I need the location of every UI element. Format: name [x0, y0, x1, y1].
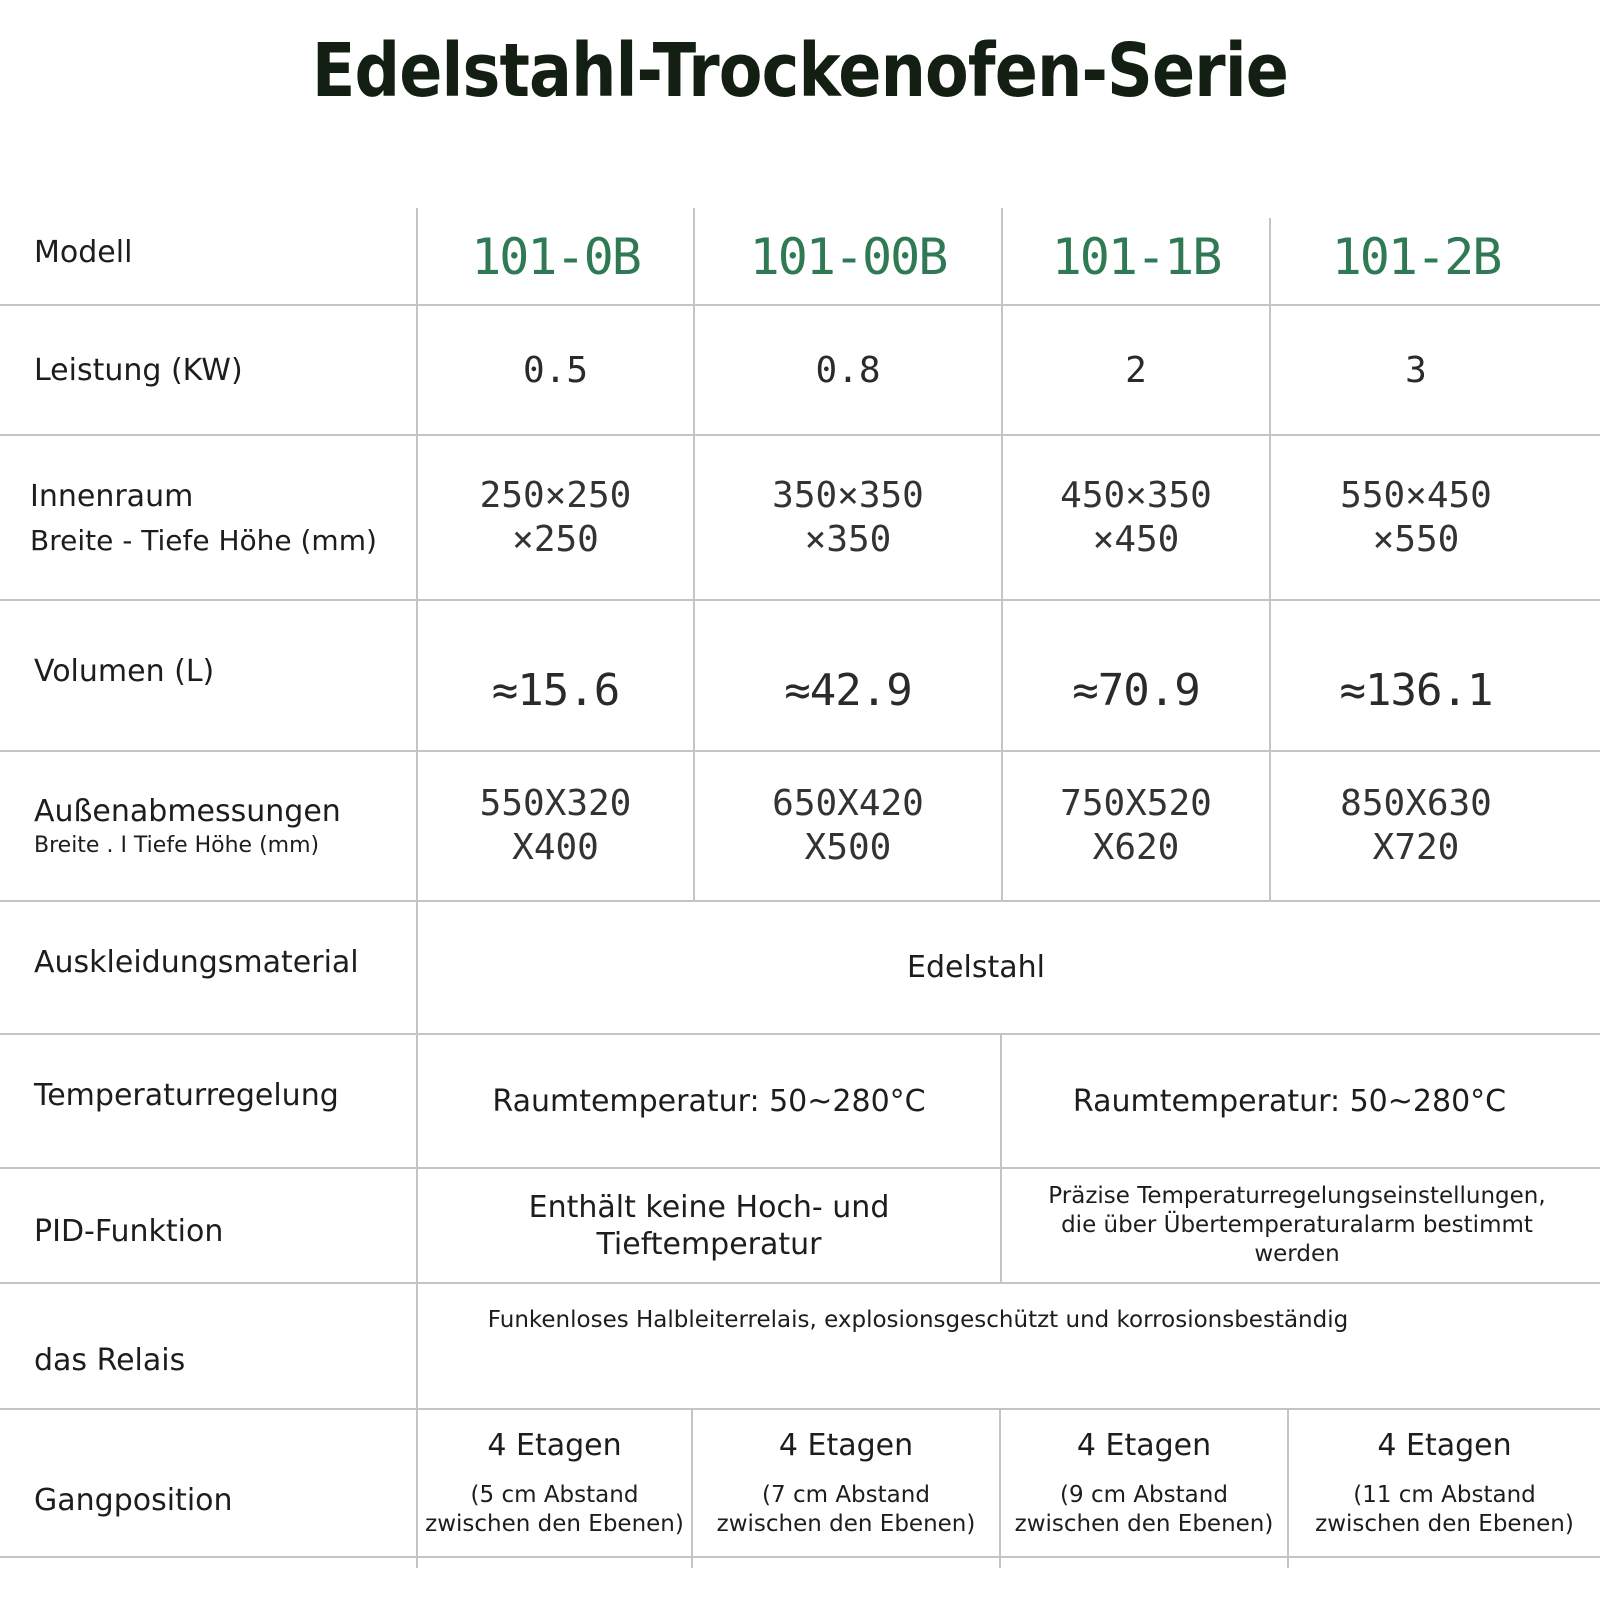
dim-line: 650X420 — [772, 783, 924, 824]
dim-line: ×550 — [1372, 518, 1460, 560]
dim-line: 350×350 — [772, 474, 924, 516]
pid-line: Enthält keine Hoch- und — [528, 1189, 890, 1225]
pid-line: Präzise Temperaturregelungseinstellungen, — [1048, 1183, 1546, 1209]
model-cell: 101-2B — [1331, 228, 1501, 286]
pid-line: Tieftemperatur — [596, 1226, 822, 1262]
dim-line: X620 — [1092, 827, 1180, 868]
dim-line: 750X520 — [1060, 783, 1212, 824]
row-label-modell — [0, 200, 416, 304]
model-cell: 101-0B — [471, 228, 640, 286]
pid-line: werden — [1254, 1241, 1340, 1267]
shelf-note: (7 cm Abstand — [762, 1481, 930, 1508]
row-label-auskleidung — [0, 902, 416, 1022]
shelf-count: 4 Etagen — [487, 1427, 622, 1463]
volume-cell: ≈70.9 — [1072, 665, 1200, 716]
inner-size-cell — [418, 436, 693, 599]
row-label-temperatur — [0, 1035, 416, 1155]
outer-size-cell — [695, 752, 1001, 900]
outer-size-cell — [1003, 752, 1269, 900]
dim-line: ×350 — [804, 518, 892, 560]
shelf-note: zwischen den Ebenen) — [716, 1510, 976, 1537]
model-cell: 101-00B — [749, 228, 947, 286]
row-label-innenraum — [0, 436, 416, 599]
row-label-aussen — [0, 752, 416, 900]
shelf-count: 4 Etagen — [1076, 1427, 1212, 1463]
model-cell: 101-1B — [1051, 228, 1221, 286]
dim-line: ×450 — [1092, 518, 1180, 560]
dim-line: ×250 — [512, 518, 599, 560]
temperature-range-cell: Raumtemperatur: 50~280°C — [1072, 1083, 1507, 1119]
shelf-note: zwischen den Ebenen) — [1014, 1510, 1274, 1537]
shelf-note: (9 cm Abstand — [1060, 1481, 1228, 1508]
pid-line: die über Übertemperaturalarm bestimmt — [1061, 1212, 1533, 1238]
row-label-volumen — [0, 601, 416, 741]
shelf-cell — [693, 1410, 999, 1556]
inner-size-cell — [1003, 436, 1269, 599]
pid-left-cell — [418, 1169, 1000, 1282]
shelf-cell — [1289, 1410, 1600, 1556]
volume-cell: ≈15.6 — [491, 665, 620, 716]
lining-material-cell: Edelstahl — [907, 950, 1045, 985]
dim-line: 550×450 — [1340, 474, 1492, 516]
label-text: Innenraum — [30, 478, 194, 514]
label-text: Modell — [34, 234, 133, 270]
dim-line: X720 — [1372, 827, 1460, 868]
power-cell: 3 — [1405, 349, 1427, 391]
row-label-relais — [0, 1310, 416, 1410]
label-subtext: Breite . I Tiefe Höhe (mm) — [34, 833, 320, 858]
shelf-note: (11 cm Abstand — [1353, 1481, 1536, 1508]
power-cell: 2 — [1125, 349, 1147, 391]
shelf-note: zwischen den Ebenen) — [1315, 1510, 1574, 1537]
dim-line: 850X630 — [1340, 783, 1492, 824]
label-text: PID-Funktion — [34, 1214, 224, 1249]
row-label-gang — [0, 1440, 416, 1560]
inner-size-cell — [695, 436, 1001, 599]
dim-line: X400 — [512, 827, 599, 868]
dim-line: 450×350 — [1060, 474, 1212, 516]
shelf-cell — [1001, 1410, 1287, 1556]
label-text: Temperaturregelung — [34, 1077, 339, 1113]
power-cell: 0.5 — [522, 349, 589, 391]
label-text: das Relais — [34, 1342, 186, 1378]
shelf-note: (5 cm Abstand — [470, 1481, 639, 1508]
label-text: Gangposition — [34, 1482, 233, 1518]
power-cell: 0.8 — [815, 349, 881, 391]
shelf-note: zwischen den Ebenen) — [425, 1510, 684, 1537]
label-text: Leistung (KW) — [34, 352, 243, 388]
dim-line: 250×250 — [479, 474, 632, 516]
label-text: Volumen (L) — [34, 653, 215, 689]
row-label-pid — [0, 1169, 416, 1294]
volume-cell: ≈136.1 — [1339, 665, 1493, 716]
row-label-leistung — [0, 306, 416, 434]
volume-cell: ≈42.9 — [784, 665, 912, 716]
relay-cell: Funkenloses Halbleiterrelais, explosionsgeschützt und korrosionsbeständig — [487, 1306, 1349, 1333]
shelf-cell — [418, 1410, 691, 1556]
label-subtext: Breite - Tiefe Höhe (mm) — [30, 523, 377, 557]
dim-line: 550X320 — [479, 783, 632, 824]
dim-line: X500 — [804, 827, 892, 868]
page-title: Edelstahl-Trockenofen-Serie — [311, 28, 1289, 114]
shelf-count: 4 Etagen — [778, 1427, 914, 1463]
temperature-range-cell: Raumtemperatur: 50~280°C — [492, 1083, 926, 1119]
label-text: Auskleidungsmaterial — [34, 944, 359, 980]
outer-size-cell — [1271, 752, 1561, 900]
pid-right-cell — [1002, 1169, 1592, 1282]
outer-size-cell — [418, 752, 693, 900]
label-text: Außenabmessungen — [34, 794, 341, 829]
inner-size-cell — [1271, 436, 1561, 599]
shelf-count: 4 Etagen — [1377, 1427, 1512, 1463]
